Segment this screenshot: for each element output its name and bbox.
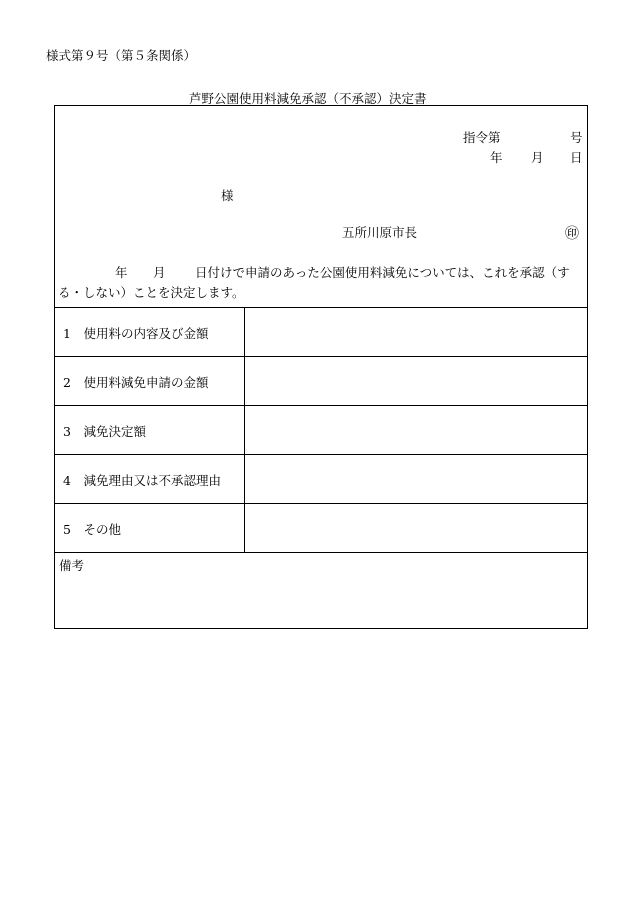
row-label: 2 使用料減免申請の金額 — [63, 375, 209, 390]
body-text-line2: る・しない）ことを決定します。 — [58, 285, 245, 300]
decision-form-table — [54, 105, 588, 629]
divider — [55, 405, 587, 406]
column-divider — [244, 307, 245, 552]
row-label: 1 使用料の内容及び金額 — [63, 326, 209, 341]
document-title: 芦野公園使用料減免承認（不承認）決定書 — [189, 91, 427, 106]
body-text-line1: 日付けで申請のあった公園使用料減免については、これを承認（す — [195, 265, 570, 280]
row-label: 4 減免理由又は不承認理由 — [63, 473, 221, 488]
date-day-label: 日 — [570, 150, 583, 165]
body-year-label: 年 — [115, 265, 128, 280]
body-month-label: 月 — [153, 265, 166, 280]
seal-mark: ㊞ — [565, 226, 579, 242]
divider — [55, 356, 587, 357]
addressee-suffix: 様 — [221, 188, 234, 203]
date-month-label: 月 — [531, 150, 544, 165]
row-label: 5 その他 — [63, 522, 121, 537]
directive-suffix: 号 — [570, 130, 583, 145]
remarks-label: 備考 — [59, 558, 85, 573]
issuer-name: 五所川原市長 — [342, 225, 418, 240]
directive-prefix: 指令第 — [463, 130, 501, 145]
divider — [55, 552, 587, 553]
row-label: 3 減免決定額 — [63, 424, 146, 439]
divider — [55, 454, 587, 455]
form-number: 様式第９号（第５条関係） — [46, 48, 197, 63]
divider — [55, 307, 587, 308]
date-year-label: 年 — [490, 150, 503, 165]
divider — [55, 503, 587, 504]
